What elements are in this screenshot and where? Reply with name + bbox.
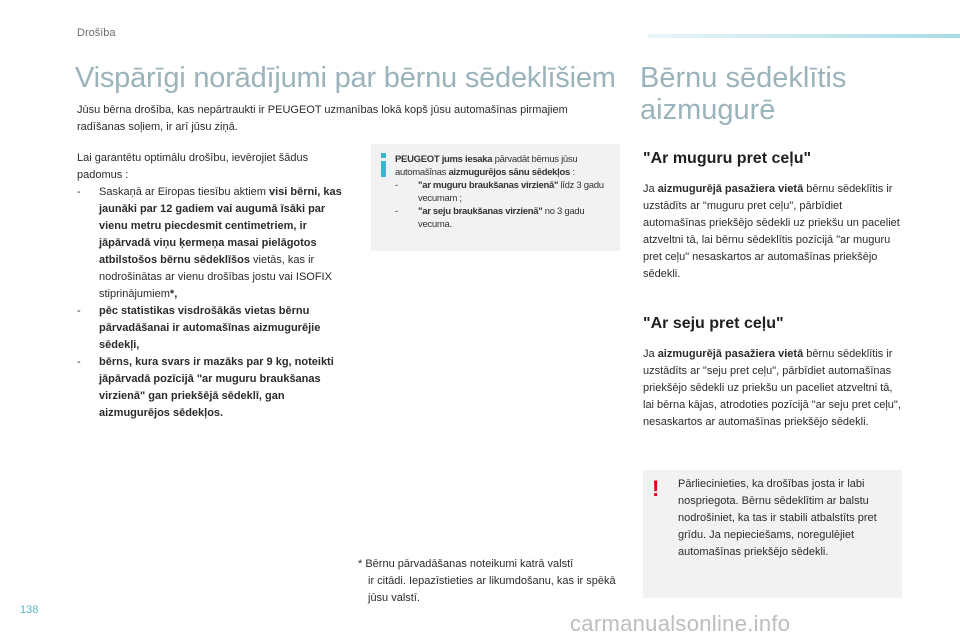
info-row-forward-facing: - "ar seju braukšanas virzienā" no 3 gadu vecuma.	[395, 206, 585, 230]
rear-facing-heading: "Ar muguru pret ceļu"	[643, 150, 812, 167]
info-box	[371, 144, 620, 251]
rear-facing-paragraph: Ja aizmugurējā pasažiera vietā bērnu sēdeklītis ir uzstādīts ar "muguru pret ceļu", pārbīdiet automašīnas priekšējo sēdekli uz priekšu un paceliet atzveltni tā, lai bērnu sēdeklītis pozīcijā "ar muguru pret ceļu" nesaskartos ar automašīnas priekšējo sēdekli.	[643, 183, 900, 280]
footnote-marker: *,	[169, 288, 178, 300]
list-dash: -	[77, 356, 81, 368]
list-dash: -	[77, 186, 81, 198]
section-title: Bērnu sēdeklītis aizmugurē	[640, 62, 847, 126]
advice-lead: Lai garantētu optimālu drošību, ievērojiet šādus padomus :	[77, 152, 309, 181]
footnote-star: *	[358, 558, 363, 570]
footnote: * Bērnu pārvadāšanas noteikumi katrā valstī ir citādi. Iepazīstieties ar likumdošanu, kas ir spēkā jūsu valstī.	[358, 558, 616, 604]
warning-box	[643, 470, 902, 598]
forward-facing-heading: "Ar seju pret ceļu"	[643, 315, 784, 332]
info-icon	[379, 153, 388, 177]
intro-paragraph: Jūsu bērna drošība, kas nepārtraukti ir PEUGEOT uzmanības lokā kopš jūsu automašīnas pirmajiem radīšanas soļiem, ir arī jūsu ziņā.	[77, 104, 568, 133]
advice-item-2: - pēc statistikas visdrošākās vietas bērnu pārvadāšanai ir automašīnas aizmugurējie sēdekļi,	[77, 305, 321, 351]
info-box-text: PEUGEOT jums iesaka pārvadāt bērnus jūsu automašīnas aizmugurējos sānu sēdekļos : - "ar muguru braukšanas virzienā" līdz 3 gadu vecumam ; - "ar seju braukšanas virzienā" no 3 gadu vecuma.	[395, 153, 615, 231]
watermark: carmanualsonline.info	[570, 611, 791, 636]
warning-text: Pārliecinieties, ka drošības josta ir labi nospriegota. Bērnu sēdeklītim ar balstu nodrošiniet, ka tas ir stabili atbalstīts pret grīdu. Ja nepieciešams, noregulējiet automašīnas priekšējo sēdekli.	[678, 478, 877, 558]
info-row-rear-facing: - "ar muguru braukšanas virzienā" līdz 3 gadu vecumam ;	[395, 180, 604, 204]
page-title: Vispārīgi norādījumi par bērnu sēdeklīšiem	[75, 62, 616, 94]
advice-item-3: - bērns, kura svars ir mazāks par 9 kg, noteikti jāpārvadā pozīcijā "ar muguru braukšanas virzienā" gan priekšējā sēdeklī, gan aizmugurējos sēdekļos.	[77, 356, 334, 419]
header-accent-bar	[648, 34, 960, 38]
list-dash: -	[77, 305, 81, 317]
page-number: 138	[20, 604, 39, 616]
advice-list	[77, 150, 347, 422]
warning-icon: !	[652, 476, 660, 501]
forward-facing-paragraph: Ja aizmugurējā pasažiera vietā bērnu sēdeklītis ir uzstādīts ar "seju pret ceļu", pārbīdiet automašīnas priekšējo sēdekli uz priekšu un paceliet atzveltni tā, lai bērna kājas, atrodoties pozīcijā "ar seju pret ceļu", nesaskartos ar automašīnas priekšējo sēdekli.	[643, 348, 901, 428]
advice-item-1: - Saskaņā ar Eiropas tiesību aktiem visi bērni, kas jaunāki par 12 gadiem vai augumā īsāki par vienu metru piecdesmit centimetriem, ir jāpārvadā viņu ķermeņa masai pielāgotos atbilstošos bērnu sēdeklīšos vietās, kas ir nodrošinātas ar vienu drošības jostu vai ISOFIX stiprinājumiem*,	[77, 186, 342, 300]
advice-item-1-emphasis: visi bērni, kas jaunāki par 12 gadiem vai augumā īsāki par vienu metru piecdesmit centimetriem, ir jāpārvadā viņu ķermeņa masai pielāgotos atbilstošos bērnu sēdeklīšos	[99, 186, 342, 266]
section-label: Drošība	[77, 27, 116, 39]
